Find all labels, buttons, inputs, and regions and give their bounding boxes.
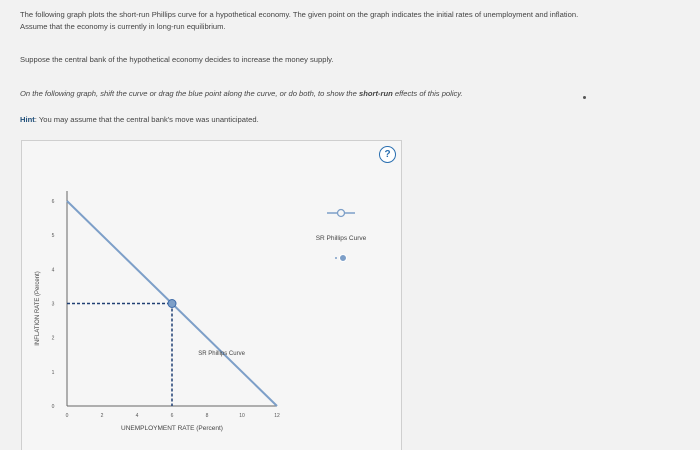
legend-curve-handle[interactable]: [338, 210, 345, 217]
x-tick-label: 8: [205, 413, 209, 419]
equilibrium-point[interactable]: [168, 300, 176, 308]
x-tick-label: 12: [274, 413, 280, 419]
y-tick-label: 6: [51, 199, 55, 205]
instruction-suffix: effects of this policy.: [392, 89, 463, 98]
y-tick-label: 5: [51, 233, 55, 240]
x-tick-label: 2: [100, 413, 104, 419]
y-tick-label: 4: [51, 267, 55, 274]
scenario-paragraph: Suppose the central bank of the hypothetical economy decides to increase the money supply.: [20, 55, 334, 64]
help-icon[interactable]: ?: [379, 146, 396, 163]
legend-point-marker[interactable]: [340, 255, 347, 262]
x-tick-label: 10: [239, 413, 245, 419]
x-tick-label: 6: [170, 413, 174, 419]
y-axis-label: INFLATION RATE (Percent): [35, 271, 41, 346]
legend[interactable]: [316, 210, 367, 262]
intro-paragraph: The following graph plots the short-run Phillips curve for a hypothetical economy. The given point on the graph indicates the initial rates of unemployment and inflation. Assume that the economy is currently in long-run equilibrium.: [20, 10, 579, 31]
hint-text: : You may assume that the central bank's move was unanticipated.: [34, 115, 259, 124]
y-tick-label: 2: [51, 335, 55, 342]
y-tick-label: 3: [51, 301, 55, 308]
y-tick-label: 1: [51, 369, 55, 376]
plot-area[interactable]: [67, 201, 277, 406]
hint-label: Hint: [20, 115, 35, 124]
curve-label: SR Phillips Curve: [198, 350, 245, 357]
legend-point-dot: [335, 257, 337, 259]
x-tick-label: 0: [65, 413, 69, 419]
axes: [35, 191, 280, 432]
y-tick-label: 0: [51, 404, 55, 410]
instruction-emphasis: short-run: [358, 89, 393, 98]
x-axis-label: UNEMPLOYMENT RATE (Percent): [121, 425, 223, 432]
x-tick-label: 4: [135, 413, 139, 419]
instruction-prefix: On the following graph, shift the curve or drag the blue point along the curve, or do both, to show the: [20, 89, 359, 98]
legend-curve-label: SR Phillips Curve: [315, 235, 367, 242]
